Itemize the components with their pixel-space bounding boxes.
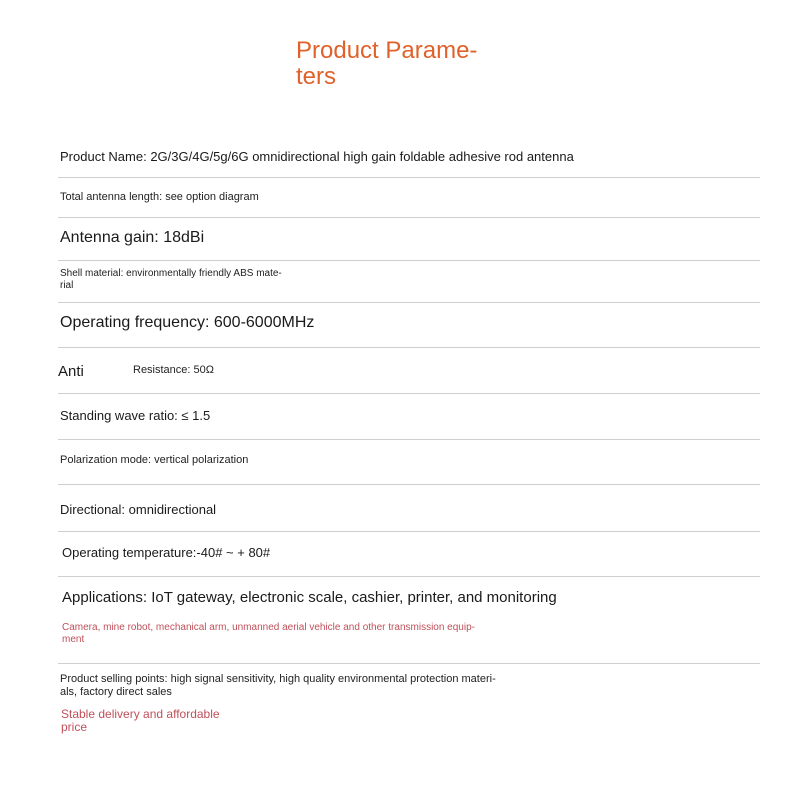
divider: [58, 260, 760, 261]
shell-material: [60, 268, 310, 292]
directional: Directional: omnidirectional: [60, 502, 217, 517]
shell-material-line-2: rial: [60, 280, 74, 291]
applications-continued-line-2: ment: [62, 634, 85, 645]
antenna-gain: Antenna gain: 18dBi: [60, 229, 205, 246]
applications-continued: [62, 622, 532, 646]
selling-points-line-2: als, factory direct sales: [60, 686, 172, 698]
operating-frequency: Operating frequency: 600-6000MHz: [60, 314, 315, 331]
divider: [58, 177, 760, 178]
stable-delivery-line-1: Stable delivery and affordable: [61, 707, 220, 721]
stable-delivery-line-2: price: [61, 720, 88, 734]
selling-points-line-1: Product selling points: high signal sensitivity, high quality environmental protection materi-: [60, 673, 496, 685]
divider: [58, 663, 760, 664]
title-line-2: ters: [296, 63, 337, 90]
standing-wave-ratio: Standing wave ratio: ≤ 1.5: [60, 408, 211, 423]
title-line-1: Product Parame-: [296, 37, 478, 64]
operating-temperature: Operating temperature:-40# ~ + 80#: [62, 545, 271, 560]
divider: [58, 302, 760, 303]
stable-delivery: [61, 708, 220, 734]
applications: Applications: IoT gateway, electronic scale, cashier, printer, and monitoring: [62, 589, 557, 606]
product-name: Product Name: 2G/3G/4G/5g/6G omnidirectional high gain foldable adhesive rod antenna: [60, 149, 574, 164]
divider: [58, 484, 760, 485]
applications-continued-line-1: Camera, mine robot, mechanical arm, unmanned aerial vehicle and other transmission equip-: [62, 622, 475, 633]
divider: [58, 531, 760, 532]
divider: [58, 217, 760, 218]
page-title: [296, 38, 506, 90]
divider: [58, 439, 760, 440]
total-antenna-length: Total antenna length: see option diagram: [60, 191, 259, 203]
divider: [58, 576, 760, 577]
polarization-mode: Polarization mode: vertical polarization: [60, 454, 249, 466]
divider: [58, 347, 760, 348]
selling-points: [60, 673, 580, 699]
divider: [58, 393, 760, 394]
impedance-label: Anti: [58, 363, 84, 380]
shell-material-line-1: Shell material: environmentally friendly ABS mate-: [60, 268, 282, 279]
resistance: Resistance: 50Ω: [133, 364, 214, 376]
